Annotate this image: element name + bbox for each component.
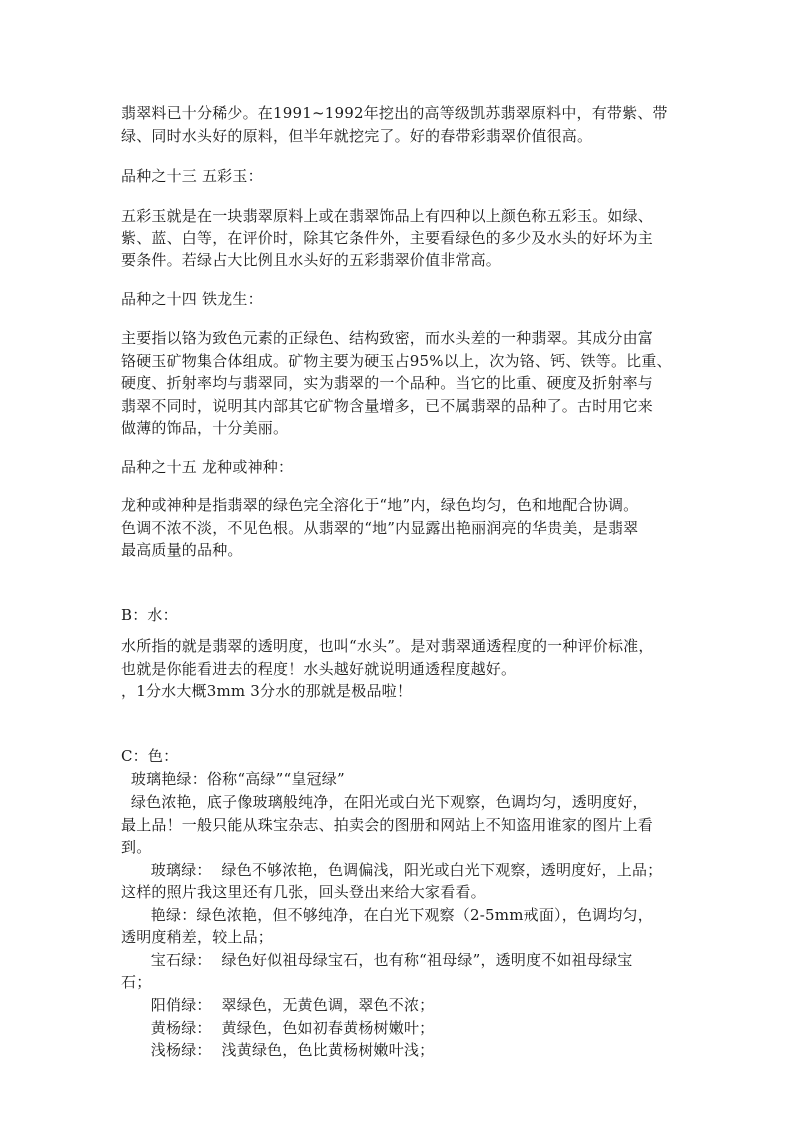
text-line: 玻璃艳绿：俗称“高绿”“皇冠绿” [121, 770, 345, 788]
text-line: 做薄的饰品，十分美丽。 [121, 419, 289, 437]
text-line: 翡翠不同时，说明其内部其它矿物含量增多，已不属翡翠的品种了。古时用它来 [121, 397, 654, 415]
text-line: 绿、同时水头好的原料，但半年就挖完了。好的春带彩翡翠价值很高。 [121, 127, 593, 145]
text-line: 龙种或神种是指翡翠的绿色完全溶化于“地”内，绿色均匀，色和地配合协调。 [121, 496, 639, 514]
text-line: 浅杨绿： 浅黄绿色，色比黄杨树嫩叶浅； [121, 1041, 435, 1059]
text-line: 翡翠料已十分稀少。在1991~1992年挖出的高等级凯苏翡翠原料中，有带紫、带 [121, 104, 668, 122]
text-line: 铬硬玉矿物集合体组成。矿物主要为硬玉占95%以上，次为铬、钙、铁等。比重、 [121, 352, 672, 370]
text-line: 石； [121, 973, 152, 991]
text-line: 最上品！一般只能从珠宝杂志、拍卖会的图册和网站上不知盗用谁家的图片上看 [121, 816, 654, 834]
section-heading: 品种之十三 五彩玉： [121, 167, 263, 185]
text-line: 到。 [121, 838, 152, 856]
section-heading: 品种之十四 铁龙生： [121, 290, 263, 308]
section-heading: 品种之十五 龙种或神种： [121, 458, 294, 476]
text-line: ，1分水大概3mm 3分水的那就是极品啦！ [121, 682, 413, 700]
section-heading: B：水： [121, 606, 178, 624]
section-heading: C：色： [121, 747, 179, 765]
text-line: 玻璃绿： 绿色不够浓艳，色调偏浅，阳光或白光下观察，透明度好，上品； [121, 861, 663, 879]
text-line: 黄杨绿： 黄绿色，色如初春黄杨树嫩叶； [121, 1019, 435, 1037]
text-line: 透明度稍差，较上品； [121, 928, 274, 946]
text-line: 水所指的就是翡翠的透明度，也叫“水头”。是对翡翠通透程度的一种评价标准， [121, 637, 654, 655]
text-line: 主要指以铬为致色元素的正绿色、结构致密，而水头差的一种翡翠。其成分由富 [121, 329, 654, 347]
text-line: 五彩玉就是在一块翡翠原料上或在翡翠饰品上有四种以上颜色称五彩玉。如绿、 [121, 207, 654, 225]
text-line: 色调不浓不淡，不见色根。从翡翠的“地”内显露出艳丽润亮的华贵美，是翡翠 [121, 519, 639, 537]
text-line: 紫、蓝、白等，在评价时，除其它条件外，主要看绿色的多少及水头的好坏为主 [121, 229, 654, 247]
text-line: 也就是你能看进去的程度！水头越好就说明通透程度越好。 [121, 660, 517, 678]
text-line: 硬度、折射率均与翡翠同，实为翡翠的一个品种。当它的比重、硬度及折射率与 [121, 374, 654, 392]
text-line: 这样的照片我这里还有几张，回头登出来给大家看看。 [121, 883, 486, 901]
text-line: 艳绿：绿色浓艳，但不够纯净，在白光下观察（2-5mm戒面），色调均匀， [121, 906, 653, 924]
text-line: 最高质量的品种。 [121, 541, 243, 559]
text-line: 要条件。若绿占大比例且水头好的五彩翡翠价值非常高。 [121, 251, 502, 269]
text-line: 绿色浓艳，底子像玻璃般纯净，在阳光或白光下观察，色调均匀，透明度好， [121, 793, 648, 811]
text-line: 阳俏绿： 翠绿色，无黄色调，翠色不浓； [121, 996, 435, 1014]
text-line: 宝石绿： 绿色好似祖母绿宝石，也有称“祖母绿”，透明度不如祖母绿宝 [121, 951, 633, 969]
